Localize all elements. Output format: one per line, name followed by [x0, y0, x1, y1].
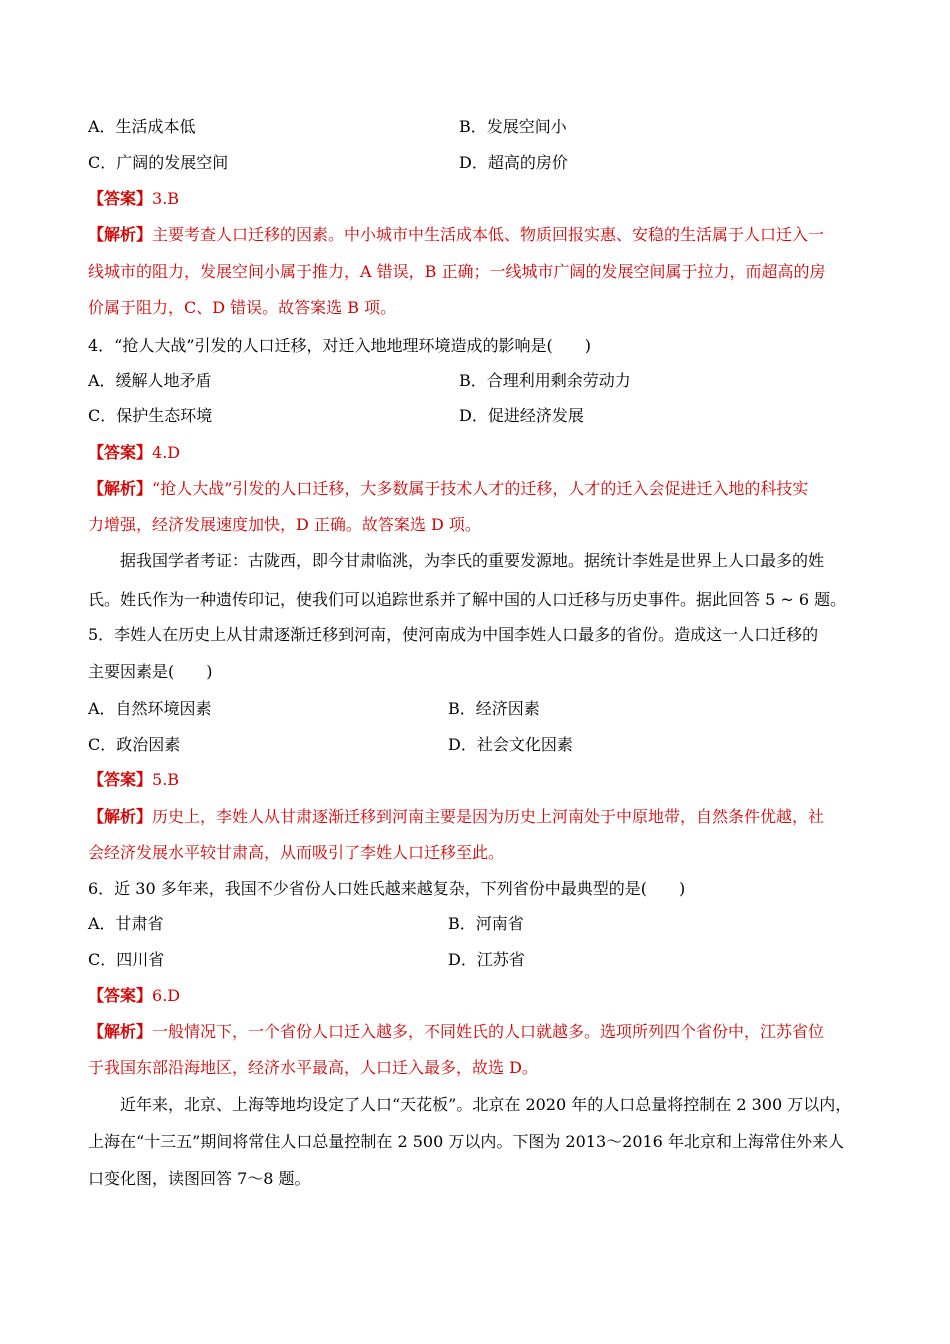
q4-option-d: D．促进经济发展 — [459, 406, 584, 425]
q6-answer — [88, 986, 180, 1006]
q3-option-a: A．生活成本低 — [88, 117, 196, 136]
q5-stem-line-1: 5．李姓人在历史上从甘肃逐渐迁移到河南，使河南成为中国李姓人口最多的省份。造成这一人口迁移的 — [88, 625, 819, 644]
q6-stem: 6．近 30 多年来，我国不少省份人口姓氏越来越复杂，下列省份中最典型的是( ) — [88, 879, 686, 898]
q5-answer — [88, 770, 179, 790]
answer-tag: 【答案】 — [88, 189, 153, 208]
q3-analysis-line-1 — [88, 225, 824, 245]
q4-stem: 4．“抢人大战”引发的人口迁移，对迁入地地理环境造成的影响是( ) — [88, 336, 592, 355]
passage-2-line-2: 上海在“十三五”期间将常住人口总量控制在 2 500 万以内。下图为 2013～2016 年北京和上海常住外来人 — [88, 1132, 844, 1151]
q4-option-b: B．合理利用剩余劳动力 — [459, 371, 631, 390]
passage-1-line-1: 据我国学者考证：古陇西，即今甘肃临洮，为李氏的重要发源地。据统计李姓是世界上人口最多的姓 — [120, 551, 825, 570]
q4-analysis-line-2: 力增强，经济发展速度加快，D 正确。故答案选 D 项。 — [88, 515, 481, 534]
analysis-tag: 【解析】 — [88, 807, 153, 826]
q6-analysis-line-2: 于我国东部沿海地区，经济水平最高，人口迁入最多，故选 D。 — [88, 1058, 538, 1077]
q3-option-b: B．发展空间小 — [459, 117, 567, 136]
q5-option-a: A．自然环境因素 — [88, 699, 212, 718]
q4-option-c: C．保护生态环境 — [88, 406, 213, 425]
analysis-text: 主要考查人口迁移的因素。中小城市中生活成本低、物质回报实惠、安稳的生活属于人口迁入一 — [152, 225, 825, 244]
answer-value: 3.B — [152, 189, 180, 208]
analysis-text: 历史上，李姓人从甘肃逐渐迁移到河南主要是因为历史上河南处于中原地带，自然条件优越，社 — [152, 807, 825, 826]
q4-analysis-line-1 — [88, 479, 808, 499]
answer-value: 4.D — [152, 443, 181, 462]
q5-analysis-line-2: 会经济发展水平较甘肃高，从而吸引了李姓人口迁移至此。 — [88, 843, 505, 862]
analysis-text: “抢人大战”引发的人口迁移，大多数属于技术人才的迁移，人才的迁入会促进迁入地的科技实 — [152, 479, 809, 498]
analysis-tag: 【解析】 — [88, 479, 153, 498]
q4-answer — [88, 443, 180, 463]
q6-option-a: A．甘肃省 — [88, 914, 164, 933]
q6-option-c: C．四川省 — [88, 950, 165, 969]
q4-option-a: A．缓解人地矛盾 — [88, 371, 212, 390]
q3-option-d: D．超高的房价 — [459, 153, 568, 172]
q3-answer — [88, 189, 179, 209]
q3-analysis-line-2: 线城市的阻力，发展空间小属于推力，A 错误，B 正确；一线城市广阔的发展空间属于拉力，而超高的房 — [88, 262, 826, 281]
q6-analysis-line-1 — [88, 1022, 824, 1042]
q6-option-b: B．河南省 — [448, 914, 524, 933]
q5-option-c: C．政治因素 — [88, 735, 181, 754]
analysis-tag: 【解析】 — [88, 1022, 153, 1041]
q5-option-d: D．社会文化因素 — [448, 735, 573, 754]
answer-tag: 【答案】 — [88, 443, 153, 462]
passage-1-line-2: 氏。姓氏作为一种遗传印记，使我们可以追踪世系并了解中国的人口迁移与历史事件。据此回答 5 ~ 6 题。 — [88, 590, 847, 609]
q5-option-b: B．经济因素 — [448, 699, 540, 718]
answer-tag: 【答案】 — [88, 770, 153, 789]
q3-option-c: C．广阔的发展空间 — [88, 153, 229, 172]
q3-analysis-line-3: 价属于阻力，C、D 错误。故答案选 B 项。 — [88, 298, 397, 317]
analysis-text: 一般情况下，一个省份人口迁入越多，不同姓氏的人口就越多。选项所列四个省份中，江苏省位 — [152, 1022, 825, 1041]
passage-2-line-1: 近年来，北京、上海等地均设定了人口“天花板”。北京在 2020 年的人口总量将控制在 2 300 万以内， — [120, 1095, 852, 1114]
answer-value: 6.D — [152, 986, 181, 1005]
q5-stem-line-2: 主要因素是( ) — [88, 662, 213, 681]
q5-analysis-line-1 — [88, 807, 824, 827]
passage-2-line-3: 口变化图，读图回答 7～8 题。 — [88, 1169, 311, 1188]
answer-value: 5.B — [152, 770, 180, 789]
analysis-tag: 【解析】 — [88, 225, 153, 244]
answer-tag: 【答案】 — [88, 986, 153, 1005]
q6-option-d: D．江苏省 — [448, 950, 525, 969]
